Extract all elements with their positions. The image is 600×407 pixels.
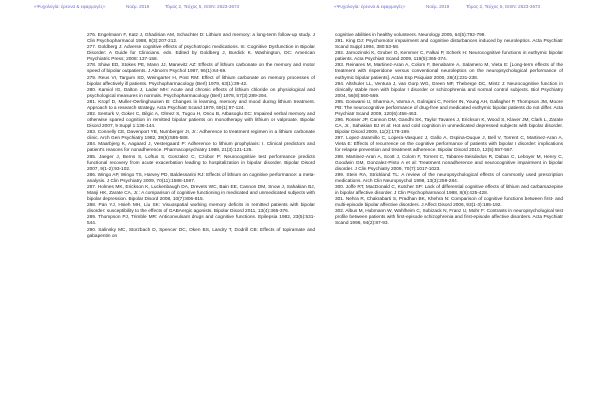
reference-item: 297. Lopez-Jaramillo C, Lopera-Vasquez J, Gallo A, Ospina-Duque J, Bell V, Torrent C, Martinez-Aran A, Vieta E: Effects of recurrence on the cognitive performance of patients with bipolar I disorder: implications for relapse prevention and treatment adherence. Bipolar Disord 2010, 12(5):557-567. (335, 136, 563, 154)
volume-issn: Τόμος 2, Τεύχος 5, ISSN: 2623-3673 (466, 4, 541, 9)
reference-item: 294. Altshuler LL, Ventura J, van Gorp WG, Green MF, Theberge DC, Mintz J: Neurocognitive function in clinically stable men with bipolar I disorder or schizophrenia and normal control subjects. Biol Psychiatry 2004, 56(8):560-569. (335, 81, 563, 99)
reference-item: 284. Maarbjerg K, Aagaard J, Vestergaard P: Adherence to lithium prophylaxis: I. Clinical predictors and patient's reasons for nonadherence. Pharmacopsychiatry 1988, 21(3):121-125. (87, 142, 315, 154)
reference-item: 298. Martinez-Aran A, Scott J, Colom F, Torrent C, Tabares-Seisdedos R, Daban C, Leboyer M, Henry C, Goodwin GM, Gonzalez-Pinto A et al: Treatment nonadherence and neurocognitive impairment in bipolar disorder. J Clin Psychiatry 2009, 70(7):1017-1023. (335, 154, 563, 172)
volume-issn: Τόμος 2, Τεύχος 5, ISSN: 2623-3673 (165, 4, 240, 9)
reference-item: 279. Reus VI, Targum SD, Weingarter H, Post RM: Effect of lithium carbonate on memory processes of bipolar affectively ill patients. Psychopharmacology (Berl) 1979, 63(1):39-42. (87, 75, 315, 87)
reference-item: 282. Senturk V, Goker C, Bilgic A, Olmez S, Tugcu H, Oncu B, Atbasoglu EC: Impaired verbal memory and otherwise spared cognition in remitted bipolar patients on monotherapy with lithium or valproate. Bipolar Disord 2007, 9 Suppl 1:136-144. (87, 112, 315, 130)
reference-item: 288. Pan YJ, Hsieh MH, Liu SK: Visuospatial working memory deficits in remitted patients with bipolar disorder: susceptibility to the effects of GABAergic agonists. Bipolar Disord 2011, 13(4):365-376. (87, 203, 315, 215)
reference-item: 289. Thompson PJ, Trimble MR: Anticonvulsant drugs and cognitive functions. Epilepsia 1982, 23(5):531-544. (87, 215, 315, 227)
reference-item: 291. King DJ: Psychomotor impairment and cognitive disturbances induced by neuroleptics. Acta Psychiatr Scand Suppl 1994, 380:53-58. (335, 39, 563, 51)
reference-item: 278. Shaw ED, Stokes PE, Mann JJ, Manevitz AZ: Effects of lithium carbonate on the memory and motor speed of bipolar outpatients. J Abnorm Psychol 1987, 96(1):64-69. (87, 63, 315, 75)
issue-date: Νοέμ. 2019 (426, 4, 450, 9)
journal-title: «Ψυχολογία: έρευνα & εφαρμογές» (34, 4, 106, 9)
right-reference-column (335, 33, 563, 228)
reference-item: 302. Albus M, Hubmann W, Wahlheim C, Sobizack N, Franz U, Mohr F: Contrasts in neuropsychological test profile between patients with first-episode schizophrenia and first-episode affective disorders. Acta Psychiatr Scand 1996, 94(2):87-93. (335, 209, 563, 227)
reference-item: 285. Jaeger J, Berns S, Loftus S, Gonzalez C, Czobor P: Neurocognitive test performance predicts functional recovery from acute exacerbation leading to hospitalization in bipolar disorder. Bipolar Disord 2007, 9(1-2):93-102. (87, 154, 315, 172)
issue-date: Νοέμ. 2019 (126, 4, 150, 9)
reference-item: 301. Nehra R, Chakrabarti S, Pradhan BK, Khehra N: Comparison of cognitive functions between first- and multi-episode bipolar affective disorders. J Affect Disord 2006, 93(1-3):185-192. (335, 197, 563, 209)
reference-item: 300. Joffe RT, MacDonald C, Kutcher SP: Lack of differential cognitive effects of lithium and carbamazepine in bipolar affective disorder. J Clin Psychopharmacol 1988, 8(6):425-428. (335, 184, 563, 197)
page-header (0, 0, 600, 16)
reference-item: 276. Engelmann F, Katz J, Ghadirian AM, Schachter D: Lithium and memory: a long-term follow-up study. J Clin Psychopharmacol 1988, 8(3):207-212. (87, 33, 315, 45)
left-reference-column (87, 33, 315, 240)
journal-title: «Ψυχολογία: έρευνα & εφαρμογές» (334, 4, 406, 9)
reference-item: cognitive abilities in healthy volunteers. Neurology 2005, 64(5):792-798. (335, 33, 486, 38)
reference-item: 293. Reinares M, Martinez-Aran A, Colom F, Benabarre A, Salamero M, Vieta E: [Long-term effects of the treatment with risperidone versus conventional neuroleptics on the neuropsychological performance of euthymic bipolar patients]. Actas Esp Psiquiatr 2000, 28(4):231-238. (335, 63, 563, 81)
reference-item: 286. Wingo AP, Wingo TS, Harvey PD, Baldessarini RJ: Effects of lithium on cognitive performance: a meta-analysis. J Clin Psychiatry 2009, 70(11):1588-1597. (87, 172, 315, 184)
reference-item: 277. Goldberg J: Adverse cognitive effects of psychotropic medications. In: Cognitive Dysfunction in Bipolar Disorder: A Guide for Clinicians. edn. Edited by Goldberg J, Burdick K. Washington, DC: American Psychiatric Press; 2008: 137-158. (87, 45, 315, 63)
reference-item: 296. Rosser JP, Cannon DM, Gandhi SK, Taylor Tavares J, Erickson K, Wood S, Klaver JM, Clark L, Zarate CA, Jr., Sahakian BJ et al: Hot and cold cognition in unmedicated depressed subjects with bipolar disorder. Bipolar Disord 2009, 11(2):178-189. (335, 118, 563, 136)
reference-item: 283. Connelly CE, Davenport YB, Nurnberger JI, Jr.: Adherence to treatment regimen in a lithium carbonate clinic. Arch Gen Psychiatry 1982, 39(5):585-588. (87, 130, 315, 142)
reference-item: 280. Kamiol IG, Dalton J, Lader MH: Acute and chronic effects of lithium chloride on physiological and psychological measures in normals. Psychopharmacology (Berl) 1978, 57(3):289-294. (87, 87, 315, 99)
reference-item: 295. Goswami U, Sharma A, Varma A, Gulrajani C, Ferrier IN, Young AH, Gallagher P, Thompson JM, Moore PB: The neurocognitive performance of drug-free and medicated euthymic bipolar patients do not differ. Acta Psychiatr Scand 2009, 120(6):456-463. (335, 99, 563, 118)
reference-item: 287. Holmes MK, Erickson K, Luckenbaugh DA, Drevets WC, Bain EE, Cannon DM, Snow J, Sahakian BJ, Manji HK, Zarate CA, Jr.: A comparison of cognitive functioning in medicated and unmedicated subjects with bipolar depression. Bipolar Disord 2008, 10(7):806-815. (87, 184, 315, 203)
reference-item: 281. Kropf D, Muller-Oerlinghausen B: Changes in learning, memory and mood during lithium treatment. Approach to a research strategy. Acta Psychiatr Scand 1979, 59(1):97-124. (87, 99, 315, 111)
reference-item: 290. Salinsky MC, Storzbach D, Spencer DC, Oken BS, Landry T, Dodrill CB: Effects of topiramate and gabapentin on (87, 227, 315, 239)
reference-item: 299. Stein RA, Strickland TL: A review of the neuropsychological effects of commonly used prescription medications. Arch Clin Neuropsychol 1998, 13(3):259-284. (335, 172, 563, 184)
reference-item: 292. Jarnozinski K, Gruber O, Kemmer C, Falkai P, Scherk H: Neurocognitive functions in euthymic bipolar patients. Acta Psychiatr Scand 2009, 119(5):365-374. (335, 51, 563, 63)
